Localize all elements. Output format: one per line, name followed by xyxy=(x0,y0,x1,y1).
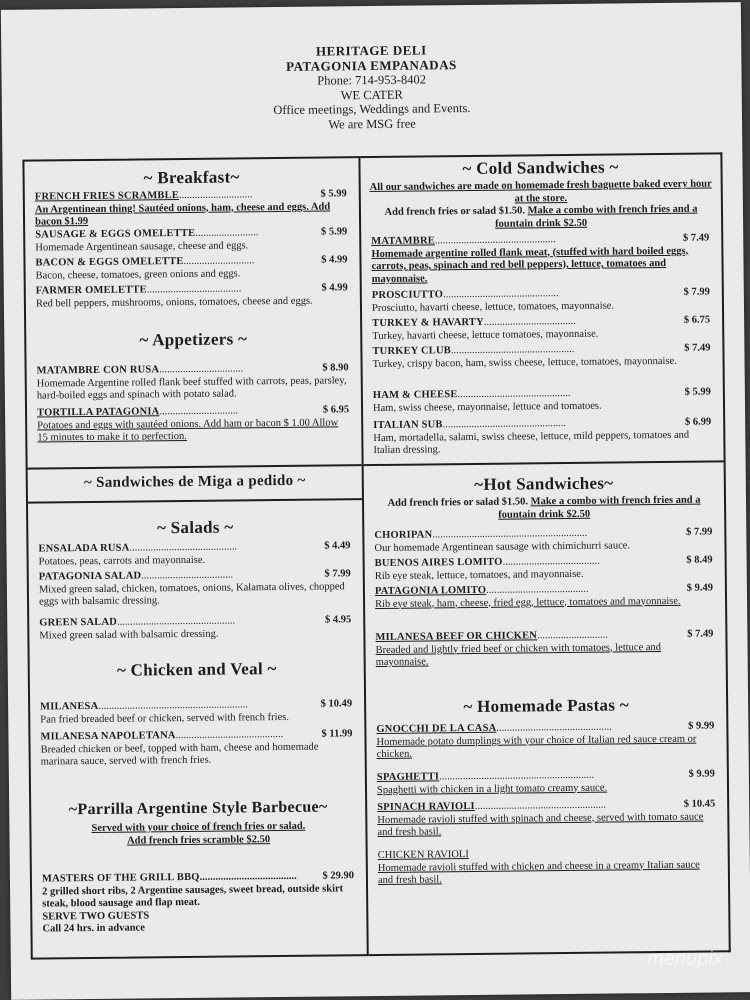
item-name: MATAMBRE xyxy=(371,235,435,248)
item-price: $ 5.99 xyxy=(684,386,711,398)
item-description: Our homemade Argentinean sausage with chimichurri sauce. xyxy=(374,539,631,554)
section-divider xyxy=(28,464,362,469)
item-dots: ............................................ xyxy=(496,721,612,734)
item-description: Turkey, crispy bacon, ham, swiss cheese, lettuce, tomatoes, mayonnaise. xyxy=(372,355,677,370)
item-description: Potatoes, peas, carrots and mayonnaise. xyxy=(38,554,206,568)
item-description: Spaghetti with chicken in a light tomato creamy sauce. xyxy=(376,782,608,796)
item-description: Homemade Argentinean sausage, cheese and eggs. xyxy=(35,239,249,254)
miga-title: ~ Sandwiches de Miga a pedido ~ xyxy=(83,472,306,492)
item-name: GNOCCHI DE LA CASA xyxy=(376,722,497,736)
menu-item xyxy=(42,870,355,936)
cold-sandwiches-title: ~ Cold Sandwiches ~ xyxy=(462,157,619,179)
item-name: SPAGHETTI xyxy=(376,771,440,784)
item-dots: ........................ xyxy=(195,227,259,239)
item-name: SAUSAGE & EGGS OMELETTE xyxy=(35,227,196,241)
item-name: ENSALADA RUSA xyxy=(38,542,130,555)
item-description: Breaded chicken or beef, topped with ham, cheese and homemade marinara sauce, served with french fries. xyxy=(40,741,319,768)
item-price: $ 6.75 xyxy=(683,314,711,326)
menu-item xyxy=(35,254,347,282)
sides-note: Add french fries or salad $1.50. xyxy=(387,496,529,509)
chicken-veal-title: ~ Chicken and Veal ~ xyxy=(116,659,277,680)
item-name: MILANESA xyxy=(40,700,99,713)
salads-title: ~ Salads ~ xyxy=(156,517,234,538)
item-description: Mixed green salad with balsamic dressing. xyxy=(39,628,219,642)
watermark-logo: menupix xyxy=(647,947,723,971)
item-name: MILANESA NAPOLETANA xyxy=(40,730,176,743)
menu-item xyxy=(377,768,715,797)
parrilla-subtitle xyxy=(39,820,357,848)
serves-note: SERVE TWO GUESTS xyxy=(42,909,150,923)
item-price: $ 10.49 xyxy=(320,698,353,710)
item-price: $ 7.49 xyxy=(682,232,710,244)
item-description: Homemade Argentine rolled flank beef stuffed with carrots, peas, parsley, hard-boiled eggs and spinach with potato salad. xyxy=(36,374,347,402)
item-name: MASTERS OF THE GRILL BBQ xyxy=(41,871,200,885)
item-name: SPINACH RAVIOLI xyxy=(377,800,475,814)
item-price: $ 9.99 xyxy=(688,768,715,780)
item-dots: ............................................ xyxy=(443,288,559,301)
item-dots: ..................................... xyxy=(502,555,600,568)
left-column xyxy=(22,156,368,959)
item-description: Rib eye steak, ham, cheese, fried egg, lettuce, tomatoes and mayonnaise. xyxy=(375,595,681,610)
item-name: PATAGONIA LOMITO xyxy=(374,584,487,598)
item-price: $ 4.99 xyxy=(321,282,348,294)
item-description: Bacon, cheese, tomatoes, green onions and eggs. xyxy=(35,267,241,282)
item-dots: .................................................. xyxy=(474,799,607,812)
item-name: TURKEY CLUB xyxy=(372,345,452,358)
item-dots: ............................................... xyxy=(450,343,575,357)
menu-item xyxy=(374,526,712,555)
item-description: Ham, swiss cheese, mayonnaise, lettuce and tomatoes. xyxy=(372,400,602,414)
menu-item xyxy=(39,568,351,609)
item-name: MILANESA BEEF OR CHICKEN xyxy=(375,630,538,644)
item-description: Prosciutto, havarti cheese, lettuce, tomatoes, mayonnaise. xyxy=(371,299,615,314)
item-name: GREEN SALAD xyxy=(39,616,118,629)
cold-sandwiches-subtitle xyxy=(369,178,714,232)
menu-item xyxy=(372,286,710,315)
item-dots: ................................... xyxy=(483,315,576,328)
item-name: CHORIPAN xyxy=(374,529,433,542)
item-description: Homemade argentine rolled flank meat, (stuffed with hard boiled eggs, carrots, peas, spinach and red bell peppers), lettuce, tomatoes and mayonnaise. xyxy=(371,245,689,285)
item-price: $ 10.45 xyxy=(683,798,716,810)
menu-item xyxy=(371,232,710,286)
menu-item xyxy=(38,540,350,568)
item-dots: ..................................... xyxy=(199,870,297,883)
item-price: $ 4.99 xyxy=(321,254,348,266)
item-description: Breaded and lightly fried beef or chicken with tomatoes, lettuce and mayonnaise. xyxy=(375,641,662,669)
menu-item xyxy=(37,404,349,445)
menu-item xyxy=(375,582,713,611)
menu-item xyxy=(39,614,351,642)
menu-header xyxy=(1,40,742,135)
item-name: CHICKEN RAVIOLI xyxy=(377,849,469,862)
item-name: BUENOS AIRES LOMITO xyxy=(374,556,503,570)
parrilla-sides-note: Served with your choice of french fries or salad. xyxy=(91,820,306,834)
baguette-note: All our sandwiches are made on homemade fresh baguette baked every hour at the store. xyxy=(369,178,712,205)
item-name: TURKEY & HAVARTY xyxy=(372,316,484,330)
menu-item xyxy=(377,798,715,839)
item-name: PROSCIUTTO xyxy=(371,289,444,302)
item-price: $ 7.99 xyxy=(324,568,351,580)
item-name: FARMER OMELETTE xyxy=(35,284,147,297)
item-price: $ 29.90 xyxy=(322,870,354,882)
item-dots: ........................... xyxy=(183,255,255,268)
combo-note: Make a combo with french fries and a fountain drink $2.50 xyxy=(498,494,701,521)
item-dots: ........................................................... xyxy=(432,527,588,541)
item-description: Ham, mortadella, salami, swiss cheese, lettuce, mild peppers, tomatoes and Italian dressing. xyxy=(373,429,690,457)
menu-item xyxy=(37,362,349,403)
item-dots: ......................................... xyxy=(175,728,284,742)
menu-item xyxy=(372,314,710,343)
item-description: Red bell peppers, mushrooms, onions, tomatoes, cheese and eggs. xyxy=(35,295,313,310)
sides-note: Add french fries or salad $1.50. xyxy=(384,205,526,218)
item-description: An Argentinean thing! Sautéed onions, ham, cheese and eggs. Add bacon $1.99 xyxy=(34,200,331,228)
item-description: Potatoes and eggs with sautéed onions. Add ham or bacon $ 1.00 Allow 15 minutes to make it to perfection. xyxy=(37,416,339,444)
item-dots: .............................. xyxy=(159,405,239,418)
menu-item xyxy=(35,226,347,254)
menu-item xyxy=(376,720,714,761)
menu-item xyxy=(373,416,711,457)
item-dots: ......................................... xyxy=(129,541,238,554)
item-dots: .................................... xyxy=(146,283,242,296)
item-price: $ 8.49 xyxy=(686,554,713,566)
hot-sandwiches-subtitle xyxy=(372,494,716,523)
item-price: $ 7.99 xyxy=(683,286,710,298)
menu-item xyxy=(40,698,352,726)
item-dots: .............................................. xyxy=(434,234,556,247)
item-description: Homemade ravioli stuffed with spinach and cheese, served with tomato sauce and fresh basil. xyxy=(377,811,704,839)
parrilla-title: ~Parrilla Argentine Style Barbecue~ xyxy=(68,798,328,819)
menu-item xyxy=(372,342,710,371)
section-divider xyxy=(364,460,724,466)
catering-note: WE CATER xyxy=(340,87,403,102)
item-price: $ 5.99 xyxy=(320,188,347,200)
menu-item xyxy=(375,554,713,583)
right-column xyxy=(360,152,730,956)
pastas-title: ~ Homemade Pastas ~ xyxy=(463,695,629,717)
item-price: $ 6.95 xyxy=(322,404,350,416)
item-price: $ 11.99 xyxy=(321,728,353,740)
advance-note: Call 24 hrs. in advance xyxy=(42,922,145,935)
msg-free-note: We are MSG free xyxy=(328,116,416,131)
item-price: $ 7.99 xyxy=(686,526,713,538)
item-name: MATAMBRE CON RUSA xyxy=(36,364,160,377)
item-description: Pan fried breaded beef or chicken, served with french fries. xyxy=(40,711,290,726)
breakfast-title: ~ Breakfast~ xyxy=(143,167,240,188)
item-description: 2 grilled short ribs, 2 Argentine sausages, sweet bread, outside skirt steak, blood sausage and flap meat. xyxy=(42,882,344,910)
item-price: $ 4.95 xyxy=(324,614,352,626)
menu-item xyxy=(375,628,713,669)
item-description: Homemade ravioli stuffed with chicken and cheese in a creamy Italian sauce and fresh basil. xyxy=(377,859,700,886)
item-price: $ 9.49 xyxy=(686,582,713,594)
events-note: Office meetings, Weddings and Events. xyxy=(273,100,471,118)
item-description: Mixed green salad, chicken, tomatoes, onions, Kalamata olives, chopped eggs with balsamic dressing. xyxy=(38,580,345,608)
item-description: Rib eye steak, lettuce, tomatoes, and mayonnaise. xyxy=(374,568,584,582)
menu-item xyxy=(40,728,352,769)
item-dots: ............................ xyxy=(178,189,253,202)
item-dots: ............................................. xyxy=(116,615,236,628)
item-price: $ 7.49 xyxy=(684,342,711,354)
item-dots: ........................... xyxy=(537,629,609,642)
appetizers-title: ~ Appetizers ~ xyxy=(139,329,248,350)
menu-page xyxy=(1,2,750,1000)
menu-item xyxy=(373,386,711,415)
item-name: BACON & EGGS OMELETTE xyxy=(35,256,184,269)
item-name: PATAGONIA SALAD xyxy=(38,570,142,583)
phone-number: Phone: 714-953-8402 xyxy=(317,72,427,88)
menu-item xyxy=(378,846,716,887)
parrilla-addon-note: Add french fries scramble $2.50 xyxy=(126,833,271,847)
item-name: HAM & CHEESE xyxy=(372,389,458,402)
restaurant-name: HERITAGE DELI xyxy=(315,42,427,59)
item-price: $ 6.99 xyxy=(684,416,712,428)
item-price: $ 5.99 xyxy=(320,226,348,238)
item-price: $ 4.49 xyxy=(324,540,351,552)
item-price: $ 9.99 xyxy=(688,720,715,732)
item-name: ITALIAN SUB xyxy=(373,419,443,432)
item-dots: ........................................................... xyxy=(439,769,595,783)
section-divider xyxy=(28,498,362,503)
item-name: TORTILLA PATAGONIA xyxy=(37,406,160,419)
item-description: Homemade potato dumplings with your choice of Italian red sauce cream or chicken. xyxy=(376,733,697,761)
menu-item xyxy=(35,188,347,229)
item-dots: ......................................................... xyxy=(98,699,249,712)
item-dots: ............................................... xyxy=(442,418,567,431)
item-dots: ....................................... xyxy=(486,583,589,596)
hot-sandwiches-title: ~Hot Sandwiches~ xyxy=(474,473,614,494)
combo-note: Make a combo with french fries and a fountain drink $2.50 xyxy=(495,203,698,230)
item-description: Turkey, havarti cheese, lettuce tomatoes, mayonnaise. xyxy=(372,328,599,342)
item-price: $ 7.49 xyxy=(687,628,714,640)
item-dots: ................................ xyxy=(159,363,244,376)
item-name: FRENCH FRIES SCRAMBLE xyxy=(34,190,180,203)
item-dots: ................................... xyxy=(141,569,234,582)
restaurant-subname: PATAGONIA EMPANADAS xyxy=(286,56,457,74)
item-price: $ 8.90 xyxy=(322,362,349,374)
item-dots: ........................................... xyxy=(457,387,571,401)
menu-item xyxy=(36,282,348,310)
